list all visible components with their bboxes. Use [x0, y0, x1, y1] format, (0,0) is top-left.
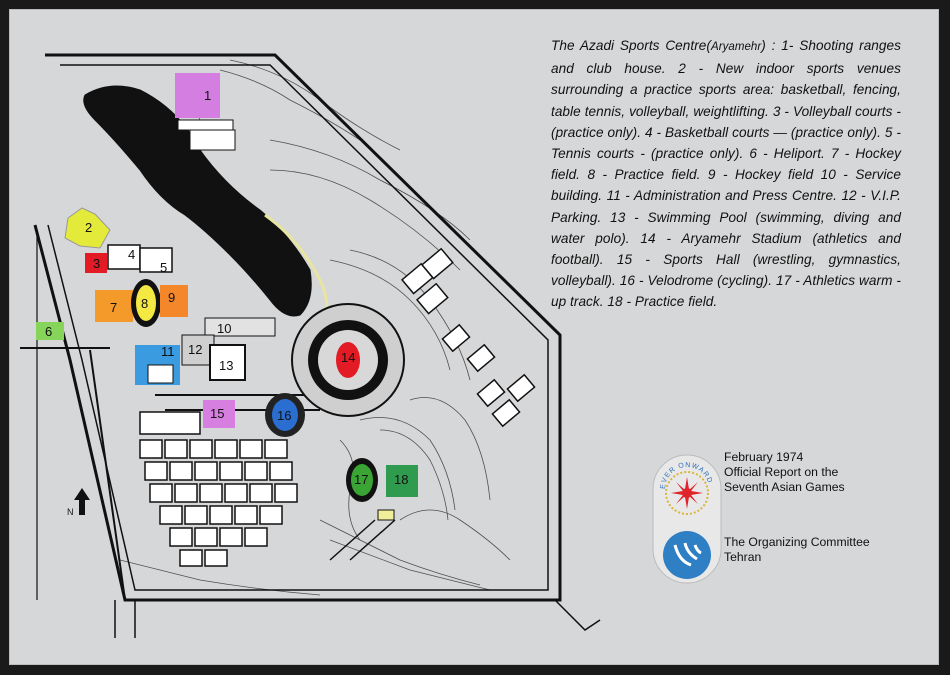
marker-15: 15	[210, 406, 225, 421]
legend-item-9: 9 - Hockey field	[707, 167, 814, 183]
marker-1: 1	[204, 88, 212, 103]
marker-14: 14	[341, 350, 356, 365]
legend-item-15: 15 - Sports Hall (wrestling, gymnastics, volleyball).	[551, 252, 901, 289]
legend-item-18: 18 - Practice field.	[607, 294, 718, 310]
marker-16: 16	[277, 408, 292, 423]
building-blocks	[140, 412, 297, 566]
legend-title-aside: Aryamehr	[711, 41, 762, 53]
marker-18: 18	[394, 472, 409, 487]
marker-12: 12	[188, 342, 203, 357]
venue-1-shooting-ranges	[175, 73, 220, 118]
marker-8: 8	[141, 296, 149, 311]
report-info	[724, 450, 845, 495]
marker-7: 7	[110, 300, 118, 315]
legend-item-14: 14 - Aryamehr Stadium (athletics and football).	[551, 230, 902, 268]
legend-title: The Azadi Sports Centre	[551, 38, 707, 53]
marker-4: 4	[128, 247, 136, 262]
marker-3: 3	[93, 256, 101, 271]
games-logo-icon	[663, 531, 711, 579]
report-line-2: Seventh Asian Games	[724, 480, 845, 494]
legend-item-8: 8 - Practice field.	[587, 167, 701, 183]
legend-item-12: 12 - V.I.P. Parking.	[551, 188, 902, 225]
legend-item-16: 16 - Velodrome (cycling).	[619, 273, 773, 289]
north-arrow-icon	[67, 488, 90, 517]
legend-item-4: 4 - Basketball courts — (practice only).	[644, 124, 881, 140]
emblem-motto: EVER ONWARD	[659, 461, 714, 490]
marker-6: 6	[45, 324, 53, 339]
marker-11: 11	[161, 344, 175, 359]
legend-item-5: 5 - Tennis courts - (practice only).	[551, 124, 901, 162]
north-label: N	[67, 507, 74, 517]
legend-item-13: 13 - Swimming Pool (swimming, diving and water polo).	[551, 209, 901, 246]
south-path	[330, 520, 395, 560]
marker-10: 10	[217, 321, 232, 336]
east-buildings	[402, 249, 535, 426]
venue-10-service-building	[205, 318, 275, 336]
legend-item-1: 1- Shooting ranges and club house.	[551, 38, 901, 77]
marker-17: 17	[354, 472, 369, 487]
legend-item-11: 11 - Administration and Press Centre.	[606, 188, 837, 204]
marker-13: 13	[219, 358, 234, 373]
map-legend: The Azadi Sports Centre(Aryamehr) : 1- Shooting ranges and club house. 2 - New indoor sports venues surrounding a practice sports area: basketball, fencing, table tennis, volleyball, weightlifting. 3 - Volleyball courts - (practice only). 4 - Basketball courts — (practice only). 5 - Tennis courts - (practice only). 6 - Heliport. 7 - Hockey field. 8 - Practice field. 9 - Hockey field 10 - Service building. 11 - Administration and Press Centre. 12 - V.I.P. Parking. 13 - Swimming Pool (swimming, diving and water polo). 14 - Aryamehr Stadium (athletics and football). 15 - Sports Hall (wrestling, gymnastics, volleyball). 16 - Velodrome (cycling). 17 - Athletics warm - up track. 18 - Practice field.	[551, 38, 902, 310]
legend-item-2: 2 - New indoor sports venues surrounding a practice sports area: basketball, fencing, table tennis, volleyball, weightlifting.	[551, 61, 901, 119]
legend-item-3: 3 - Volleyball courts - (practice only).	[551, 103, 901, 140]
marker-2: 2	[85, 220, 93, 235]
legend-item-7: 7 - Hockey field.	[551, 146, 902, 183]
report-line-1: Official Report on the	[724, 465, 839, 479]
committee-info	[724, 535, 870, 565]
committee-line-2: Tehran	[724, 550, 762, 564]
legend-item-17: 17 - Athletics warm - up track.	[551, 273, 902, 310]
committee-line-1: The Organizing Committee	[724, 535, 870, 549]
asian-games-emblem	[651, 453, 723, 588]
report-date: February 1974	[724, 450, 804, 464]
legend-item-6: 6 - Heliport.	[749, 146, 825, 162]
marker-5: 5	[160, 260, 168, 275]
marker-9: 9	[168, 290, 176, 305]
legend-item-10: 10 - Service building.	[551, 167, 902, 204]
